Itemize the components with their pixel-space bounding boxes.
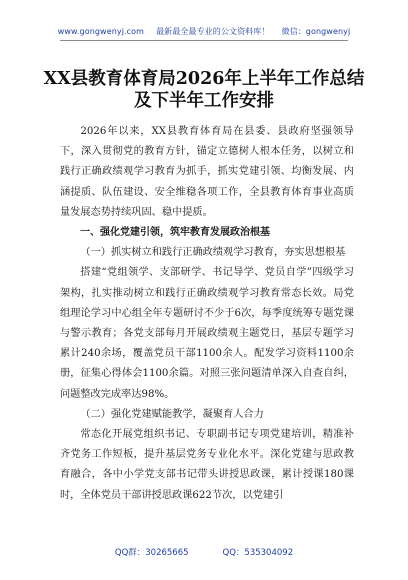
subsection-heading-1: （一）抓实树立和践行正确政绩观学习教育，夯实思想根基 [80,247,346,259]
header-site-link[interactable]: www.gongwenyj.com [57,27,145,36]
footer-qq: QQ：535304092 [222,548,294,558]
subsection-heading-2: （二）强化党建赋能教学，凝聚育人合力 [80,408,264,420]
footer-contact [0,546,408,558]
title-line-2: 及下半年工作安排 [134,91,274,111]
document-body [60,122,354,506]
footer-qq-group: QQ群：30265665 [114,548,189,558]
document-title [34,68,374,112]
header-slogan: 最新最全最专业的公文资料库！ [156,27,270,36]
intro-paragraph: 2026年以来，XX县教育体育局在县委、县政府坚强领导下，深入贯彻党的教育方针，锚定立德树人根本任务，以树立和践行正确政绩观学习教育为抓手，抓实党建引领、均衡发展、内涵提质、队伍建设、安全维稳各项工作，全县教育体育事业高质量发展态势持续巩固、稳中提质。 [60,126,354,218]
header-wechat: 微信：gongwenyj [281,27,351,36]
header-banner [0,26,408,37]
title-line-1: XX县教育体育局2026年上半年工作总结 [43,69,365,89]
body-paragraph-1: 搭建“党组领学、支部研学、书记导学、党员自学”四级学习架构，扎实推动树立和践行正确政绩观学习教育常态长效。局党组理论学习中心组全年专题研讨不少于6次，每季度统筹专题党课与警示教育；各党支部每月开展政绩观主题党日，基层专题学习累计240余场，覆盖党员干部1100余人。配发学习资料1100余册，征集心得体会1100余篇。对照三张问题清单深入自查自纠，问题整改完成率达98%。 [60,267,354,400]
header-divider [60,40,348,41]
section-heading-1: 一、强化党建引领，筑牢教育发展政治根基 [80,227,270,239]
body-paragraph-2: 常态化开展党组织书记、专职副书记专项党建培训，精准补齐党务工作短板，提升基层党务专业化水平。深化党建与思政教育融合，各中小学党支部书记带头讲授思政课，累计授课180课时，全体党员干部讲授思政课622节次，以党建引 [60,429,354,501]
